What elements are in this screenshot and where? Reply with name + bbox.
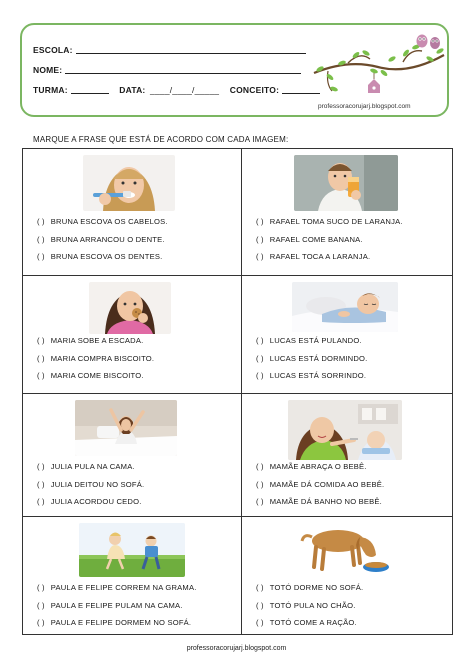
nome-field[interactable] [33,65,301,75]
option-row[interactable] [37,476,144,494]
option-row[interactable] [256,350,367,368]
girl-brushing-teeth-photo [83,155,175,211]
option-list [256,458,384,511]
option-list [37,213,168,266]
option-text: MARIA COME BISCOITO. [50,371,144,380]
option-row[interactable] [37,493,144,511]
option-list [256,213,403,266]
boy-drinking-juice-photo [294,155,398,211]
exercise-cell [242,394,452,517]
option-row[interactable] [37,614,197,632]
dog-eating-photo [298,523,394,577]
option-row[interactable] [256,367,367,385]
option-row[interactable] [256,248,403,266]
option-text: TOTÓ DORME NO SOFÁ. [269,583,364,592]
option-row[interactable] [37,597,197,615]
mother-feeding-baby-photo [288,400,402,460]
checkbox[interactable]: ( ) [37,479,45,489]
checkbox[interactable]: ( ) [37,353,45,363]
option-row[interactable] [256,476,384,494]
checkbox[interactable]: ( ) [256,252,264,261]
checkbox[interactable]: ( ) [37,462,45,471]
boy-sleeping-photo [292,282,398,332]
option-list [37,332,154,385]
checkbox[interactable]: ( ) [256,462,264,471]
checkbox[interactable]: ( ) [37,497,45,506]
data-label: DATA: [119,85,146,95]
checkbox[interactable]: ( ) [256,234,264,244]
option-text: MARIA COMPRA BISCOITO. [50,353,155,363]
turma-line[interactable] [71,92,109,94]
checkbox[interactable]: ( ) [256,217,264,226]
exercise-cell [242,276,452,394]
option-list [37,579,197,632]
option-row[interactable] [256,231,403,249]
blog-url-header[interactable]: professoracorujarj.blogspot.com [318,103,411,110]
option-text: RAFAEL TOMA SUCO DE LARANJA. [269,217,403,226]
checkbox[interactable]: ( ) [37,252,45,261]
option-text: MAMÃE DÁ BANHO NO BEBÊ. [269,497,382,506]
turma-label: TURMA: [33,85,68,95]
option-row[interactable] [37,350,154,368]
option-text: JULIA ACORDOU CEDO. [50,497,142,506]
conceito-label: CONCEITO: [229,85,280,95]
exercise-cell [242,517,452,634]
nome-label: NOME: [33,65,63,75]
header-box [20,23,449,117]
escola-line[interactable] [76,52,306,54]
option-row[interactable] [256,332,367,350]
data-value[interactable]: ____/____/_____ [150,85,220,95]
checkbox[interactable]: ( ) [256,336,264,345]
owls-on-branch-icon [308,29,448,107]
option-row[interactable] [256,597,363,615]
option-text: RAFAEL TOCA A LARANJA. [269,252,371,261]
option-text: TOTÓ PULA NO CHÃO. [269,600,356,610]
option-text: MAMÃE ABRAÇA O BEBÊ. [269,462,367,471]
option-text: BRUNA ARRANCOU O DENTE. [50,234,165,244]
escola-label: ESCOLA: [33,45,73,55]
option-text: BRUNA ESCOVA OS CABELOS. [50,217,168,226]
checkbox[interactable]: ( ) [37,618,45,627]
escola-field[interactable] [33,45,306,55]
option-text: BRUNA ESCOVA OS DENTES. [50,252,163,261]
blog-url-footer[interactable]: professoracorujarj.blogspot.com [186,645,287,652]
option-text: PAULA E FELIPE DORMEM NO SOFÁ. [50,618,192,627]
girl-eating-cookie-photo [89,282,171,334]
checkbox[interactable]: ( ) [37,336,45,345]
checkbox[interactable]: ( ) [37,217,45,226]
option-text: TOTÓ COME A RAÇÃO. [269,618,357,627]
turma-data-conceito-row [33,85,320,95]
checkbox[interactable]: ( ) [256,600,264,610]
option-row[interactable] [37,367,154,385]
checkbox[interactable]: ( ) [256,479,264,489]
option-list [256,332,367,385]
option-row[interactable] [37,579,197,597]
option-row[interactable] [256,579,363,597]
checkbox[interactable]: ( ) [256,583,264,592]
option-row[interactable] [256,213,403,231]
exercise-cell [23,394,242,517]
exercise-grid [22,148,453,635]
checkbox[interactable]: ( ) [37,234,45,244]
checkbox[interactable]: ( ) [37,600,45,610]
option-row[interactable] [37,248,168,266]
option-text: JULIA PULA NA CAMA. [50,462,135,471]
option-list [256,579,363,632]
option-text: LUCAS ESTÁ DORMINDO. [269,353,368,363]
instruction-text: MARQUE A FRASE QUE ESTÁ DE ACORDO COM CADA IMAGEM: [33,135,289,144]
nome-line[interactable] [65,72,301,74]
option-row[interactable] [37,458,144,476]
checkbox[interactable]: ( ) [37,371,45,380]
checkbox[interactable]: ( ) [37,583,45,592]
option-text: PAULA E FELIPE CORREM NA GRAMA. [50,583,197,592]
exercise-cell [23,517,242,634]
checkbox[interactable]: ( ) [256,371,264,380]
option-row[interactable] [37,332,154,350]
girl-waking-up-photo [75,400,177,456]
kids-running-grass-photo [79,523,185,577]
option-text: MAMÃE DÁ COMIDA AO BEBÊ. [269,479,385,489]
option-text: LUCAS ESTÁ PULANDO. [269,336,362,345]
checkbox[interactable]: ( ) [256,618,264,627]
option-list [37,458,144,511]
checkbox[interactable]: ( ) [256,497,264,506]
option-row[interactable] [256,493,384,511]
checkbox[interactable]: ( ) [256,353,264,363]
option-text: MARIA SOBE A ESCADA. [50,336,144,345]
option-text: JULIA DEITOU NO SOFÁ. [50,479,145,489]
exercise-cell [242,149,452,276]
option-row[interactable] [256,458,384,476]
option-text: RAFAEL COME BANANA. [269,234,363,244]
option-row[interactable] [37,213,168,231]
option-text: LUCAS ESTÁ SORRINDO. [269,371,367,380]
exercise-cell [23,276,242,394]
option-row[interactable] [37,231,168,249]
option-text: PAULA E FELIPE PULAM NA CAMA. [50,600,183,610]
exercise-cell [23,149,242,276]
option-row[interactable] [256,614,363,632]
